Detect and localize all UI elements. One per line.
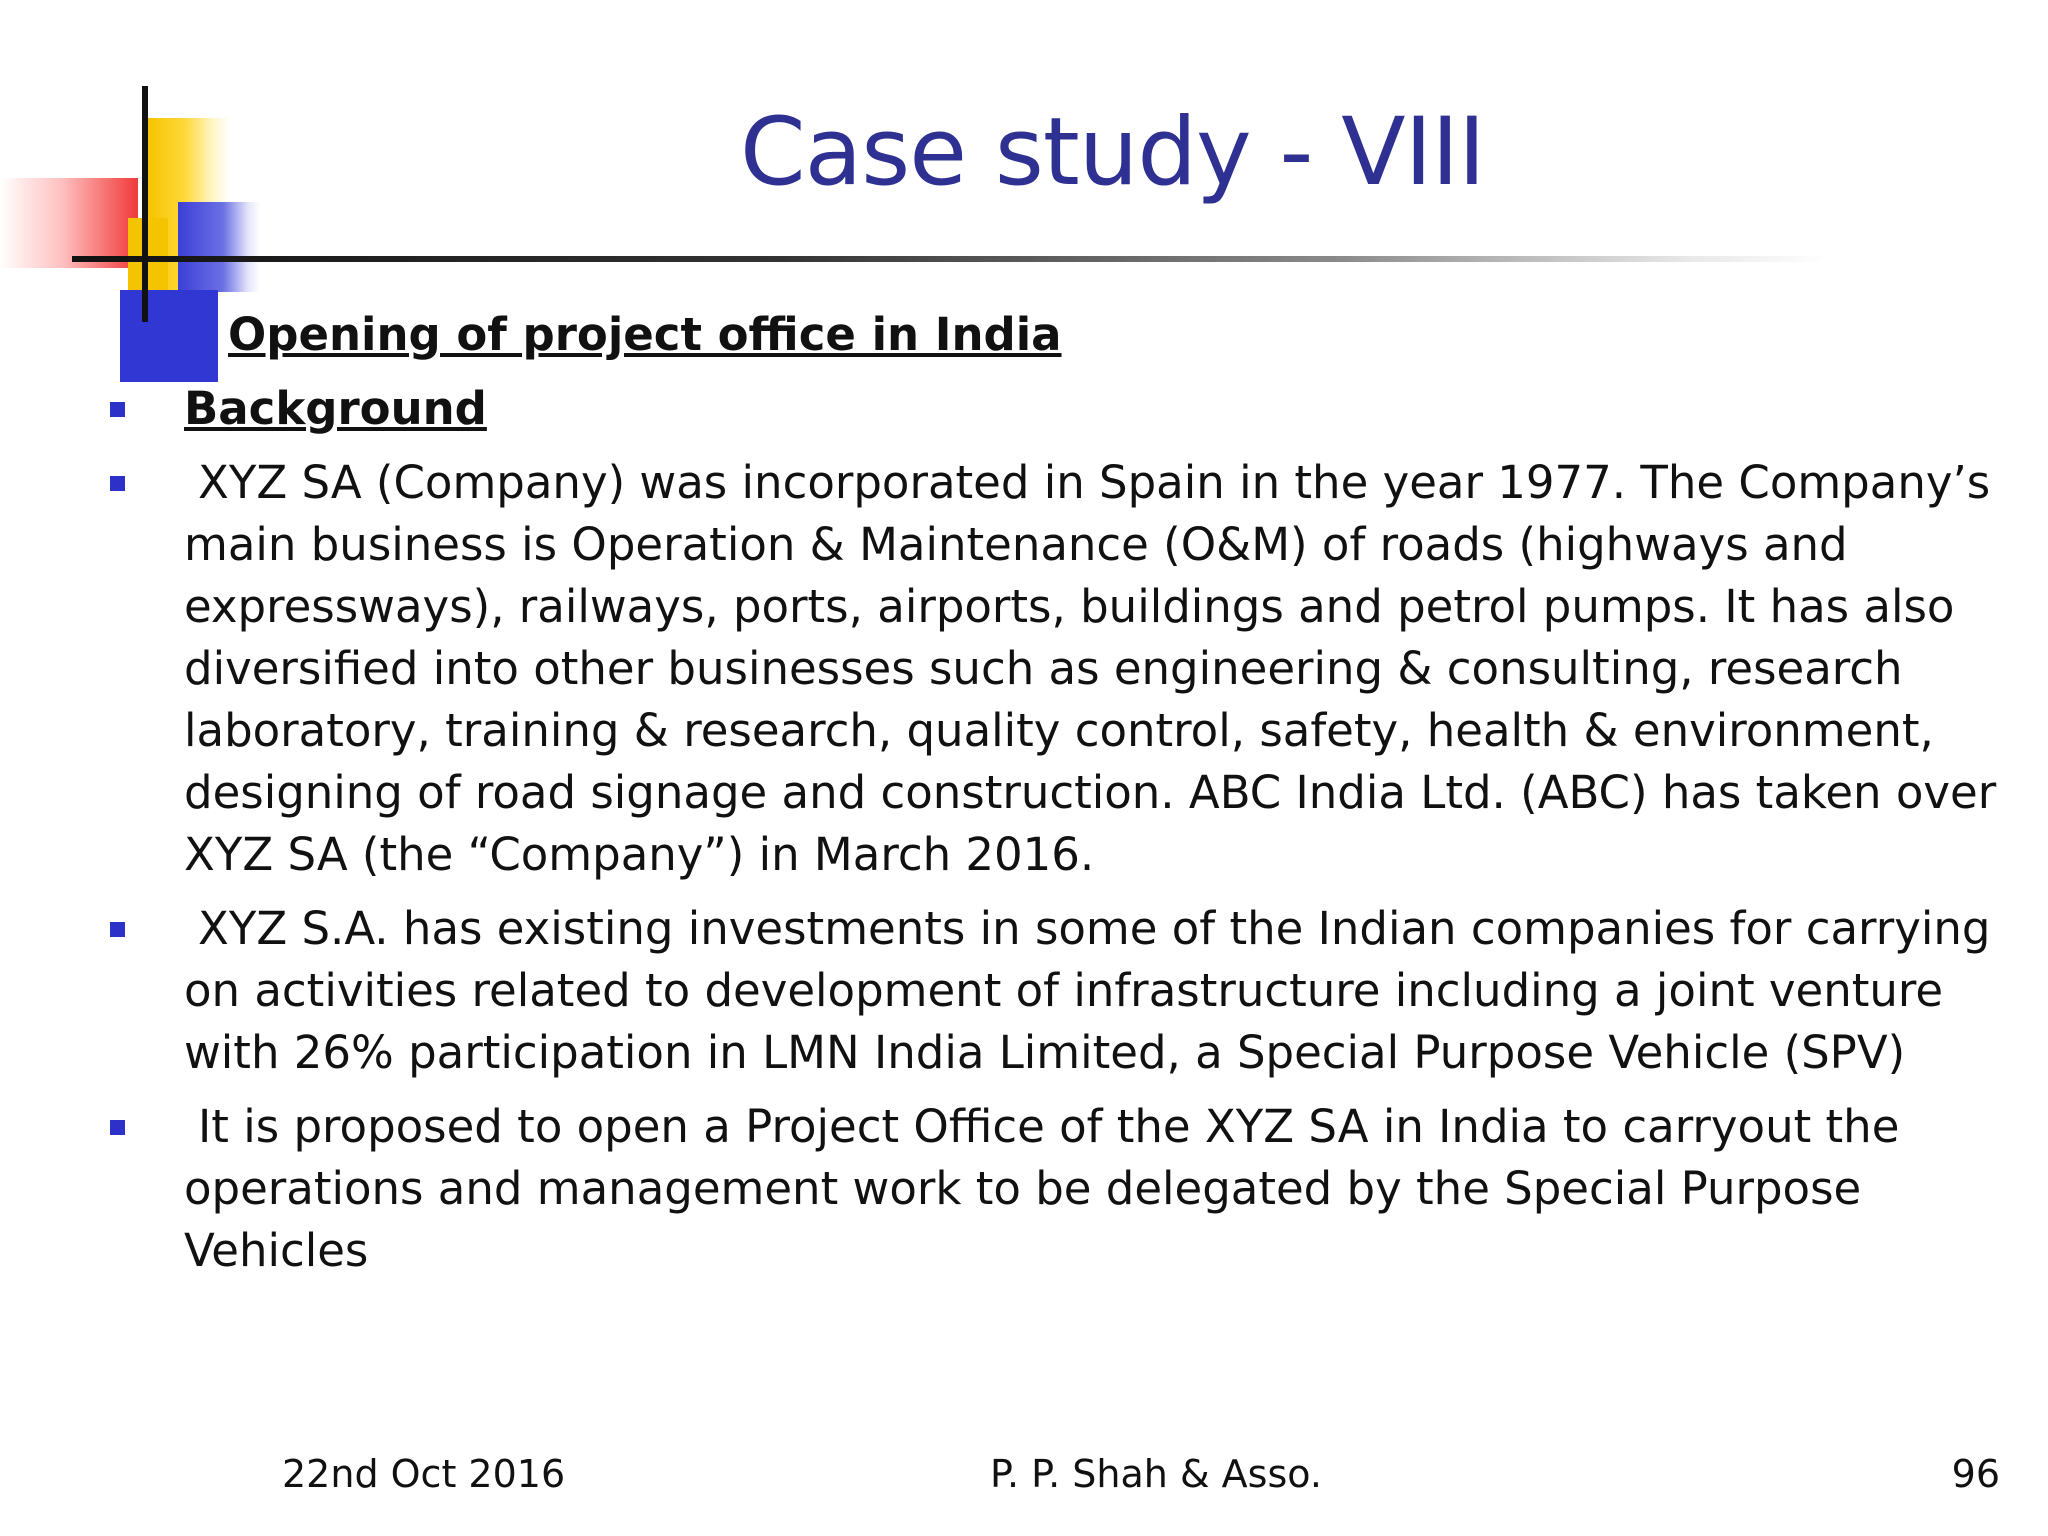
list-item-text: Background [184,382,487,435]
footer-author: P. P. Shah & Asso. [990,1452,1322,1496]
logo-blue-top-block [178,202,260,292]
square-bullet-icon [110,1120,125,1135]
list-item-text: XYZ SA (Company) was incorporated in Spain in the year 1977. The Company’s main business is Operation & Maintenance (O&M) of roads (highways and expressways), railways, ports, airports, buildings and petrol pumps. It has also diversified into other businesses such as engineering & consulting, research laboratory, training & research, quality control, safety, health & environment, designing of road signage and construction. ABC India Ltd. (ABC) has taken over XYZ SA (the “Company”) in March 2016. [184,456,1997,881]
list-item-project-office-proposal [106,1096,2026,1282]
square-bullet-icon [110,922,125,937]
list-item-heading-background [106,378,2026,440]
list-item-investments [106,898,2026,1084]
logo-red-block [0,178,138,268]
logo-vertical-rule [142,86,148,322]
list-item-company-background [106,452,2026,886]
page-number: 96 [1951,1452,2000,1496]
list-item-text: Opening of project office in India [228,308,1062,361]
footer-date: 22nd Oct 2016 [282,1452,566,1496]
list-item-text: XYZ S.A. has existing investments in some of the Indian companies for carrying on activities related to development of infrastructure including a joint venture with 26% participation in LMN India Limited, a Special Purpose Vehicle (SPV) [184,902,1991,1079]
list-item-text: It is proposed to open a Project Office of the XYZ SA in India to carryout the operations and management work to be delegated by the Special Purpose Vehicles [184,1100,1900,1277]
list-item-heading-opening [106,304,2026,366]
title-underline-rule [72,256,1832,262]
square-bullet-icon [110,476,125,491]
slide-title: Case study - VIII [740,98,1485,207]
square-bullet-icon [110,402,125,417]
bullet-list [106,304,2026,1294]
